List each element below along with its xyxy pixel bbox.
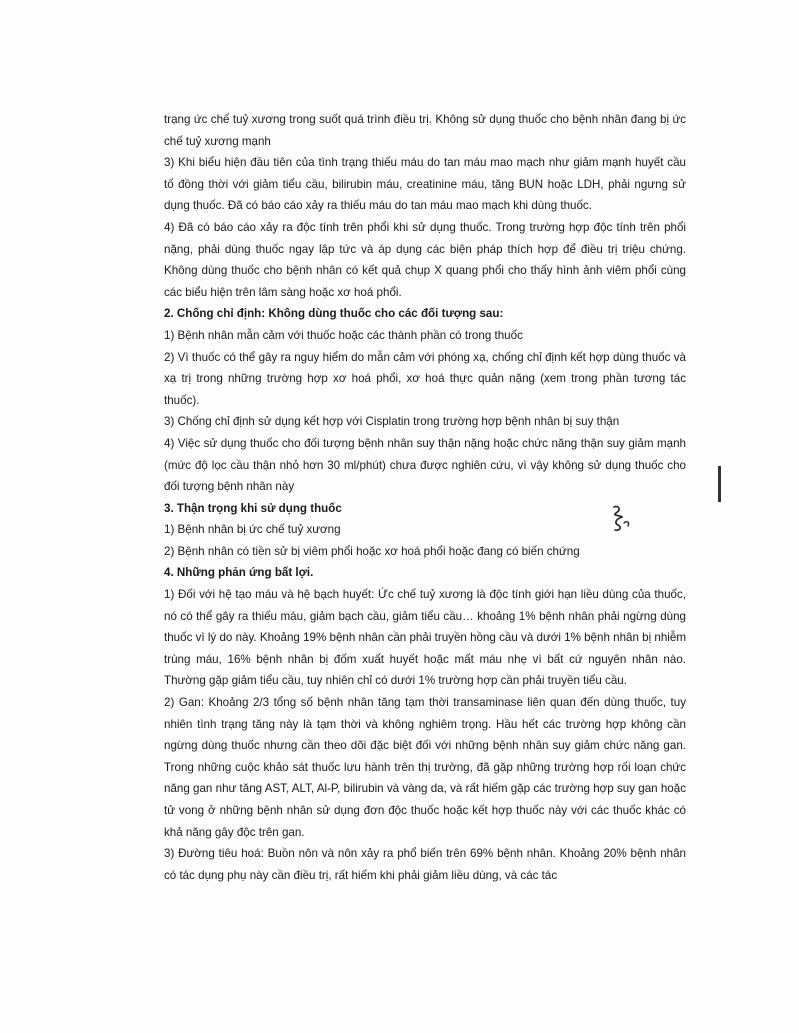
paragraph: 3) Khi biểu hiện đầu tiên của tình trạng thiếu máu do tan máu mao mạch như giảm mạnh huyết cầu tố đồng thời với giảm tiểu cầu, bilirubin máu, creatinine máu, tăng BUN hoặc LDH, phải ngưng sử dụng thuốc. Đã có báo cáo xảy ra thiếu máu do tan máu mao mạch khi dùng thuốc. xyxy=(164,156,686,213)
section-heading: 3. Thận trọng khi sử dụng thuốc xyxy=(164,501,342,515)
paragraph: 1) Đối với hệ tạo máu và hệ bạch huyết: Ức chế tuỷ xương là độc tính giới hạn liều dùng của thuốc, nó có thể gây ra thiếu máu, giảm bạch cầu, giảm tiểu cầu… khoảng 1% bệnh nhân phải ngừng dùng thuốc vì lý do này. Khoảng 19% bệnh nhân cần phải truyền hồng cầu và dưới 1% bệnh nhân bị nhiễm trùng máu, 16% bệnh nhân bị đốm xuất huyết hoặc mất máu nhẹ vì bất cứ nguyên nhân nào. Thường gặp giảm tiểu cầu, tuy nhiên chỉ có dưới 1% trường hợp cần phải truyền tiểu cầu. xyxy=(164,588,686,688)
paragraph: 4) Đã có báo cáo xảy ra độc tính trên phổi khi sử dụng thuốc. Trong trường hợp độc tính trên phổi nặng, phải dùng thuốc ngay lập tức và áp dụng các biện pháp thích hợp để điều trị triệu chứng. Không dùng thuốc cho bệnh nhân có kết quả chụp X quang phổi cho thấy hình ảnh viêm phổi cùng các biểu hiện trên lâm sàng hoặc xơ hoá phổi. xyxy=(164,220,686,299)
paragraph: 2) Bệnh nhân có tiền sử bị viêm phổi hoặc xơ hoá phổi hoặc đang có biến chứng xyxy=(164,544,580,558)
paragraph: 1) Bệnh nhân mẫn cảm với thuốc hoặc các thành phần có trong thuốc xyxy=(164,328,523,342)
paragraph: 4) Việc sử dụng thuốc cho đối tượng bệnh nhân suy thận nặng hoặc chức năng thận suy giảm mạnh (mức độ lọc cầu thận nhỏ hơn 30 ml/phút) chưa được nghiên cứu, vì vậy không sử dụng thuốc cho đối tượng bệnh nhân này xyxy=(164,436,686,494)
document-body xyxy=(164,109,686,886)
paragraph: 2) Vì thuốc có thể gây ra nguy hiểm do mẫn cảm với phóng xạ, chống chỉ định kết hợp dùng thuốc và xạ trị trong những trường hợp xơ hoá phổi, xơ hoá thực quản nặng (xem trong phần tương tác thuốc). xyxy=(164,350,686,407)
paragraph: trạng ức chế tuỷ xương trong suốt quá trình điều trị. Không sử dụng thuốc cho bệnh nhân đang bị ức chế tuỷ xương mạnh xyxy=(164,113,686,148)
section-heading: 2. Chống chỉ định: Không dùng thuốc cho các đối tượng sau: xyxy=(164,307,504,321)
paragraph: 1) Bệnh nhân bị ức chế tuỷ xương xyxy=(164,523,341,537)
paragraph: 3) Đường tiêu hoá: Buồn nôn và nôn xảy ra phổ biến trên 69% bệnh nhân. Khoảng 20% bệnh nhân có tác dụng phụ này cần điều trị, rất hiếm khi phải giảm liều dùng, và các tác xyxy=(164,847,686,882)
paragraph: 2) Gan: Khoảng 2/3 tổng số bệnh nhân tăng tạm thời transaminase liên quan đến dùng thuốc, tuy nhiên tình trạng tăng này là tạm thời và không nghiêm trọng. Hầu hết các trường hợp không cần ngừng dùng thuốc nhưng cần theo dõi đặc biệt đối với những bệnh nhân suy giảm chức năng gan. Trong những cuộc khảo sát thuốc lưu hành trên thị trường, đã gặp những trường hợp rối loạn chức năng gan như tăng AST, ALT, Al-P, bilirubin và vàng da, và rất hiếm gặp các trường hợp suy gan hoặc tử vong ở những bệnh nhân sử dụng đơn độc thuốc hoặc kết hợp thuốc này với các thuốc khác có khả năng gây độc trên gan. xyxy=(164,696,686,839)
section-heading: 4. Những phản ứng bất lợi. xyxy=(164,566,314,580)
handwritten-initials xyxy=(606,503,636,535)
margin-mark xyxy=(718,466,721,502)
paragraph: 3) Chống chỉ định sử dụng kết hợp với Cisplatin trong trường hợp bệnh nhân bị suy thận xyxy=(164,415,620,429)
